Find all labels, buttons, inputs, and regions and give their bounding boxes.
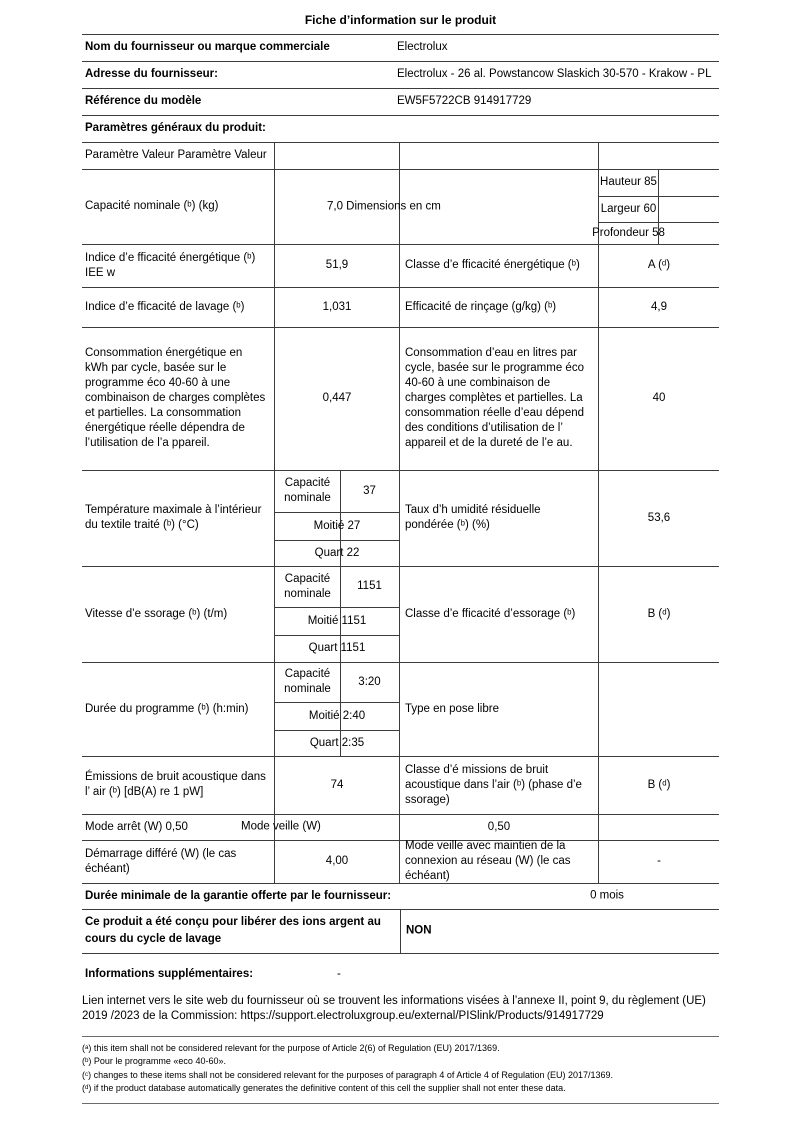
footnotes: [82, 1042, 719, 1096]
nominal-capacity-value: 3:20: [358, 675, 381, 688]
supplier-name-row: [82, 35, 719, 62]
supplier-name-label: Nom du fournisseur ou marque commerciale: [85, 41, 330, 54]
wash-index-value: 1,031: [274, 288, 399, 327]
subrow-half: [275, 703, 399, 731]
subrow-quarter: [275, 541, 399, 566]
eei-row: [82, 245, 719, 288]
half-load-value: Moitié 27: [313, 519, 361, 532]
footnote-c: (ᶜ) changes to these items shall not be considered relevant for the purposes of paragraph 4 of Article 4 of Regulation (EU) 2017/1369.: [82, 1069, 613, 1080]
dimension-height: Hauteur 85: [600, 176, 657, 189]
subrow-nominal: [275, 567, 399, 608]
supplier-address-label: Adresse du fournisseur:: [85, 68, 218, 81]
warranty-value: 0 mois: [590, 889, 624, 902]
footnote-a: (ᵃ) this item shall not be considered relevant for the purpose of Article 2(6) of Regulation (EU) 2017/1369.: [82, 1042, 500, 1053]
capacity-row: [82, 170, 719, 245]
standby-mode-label: Mode veille (W): [241, 820, 321, 833]
subrow-nominal: [275, 663, 399, 703]
additional-info-value: -: [337, 967, 341, 980]
noise-label: Émissions de bruit acoustique dans l’ air (ᵇ) [dB(A) re 1 pW]: [85, 771, 266, 799]
eei-value: 51,9: [274, 245, 399, 287]
water-consumption-value: 40: [598, 328, 719, 470]
supplier-address-row: [82, 62, 719, 89]
document-content: [82, 0, 719, 1104]
table-header-cell: Paramètre Valeur Paramètre Valeur: [85, 149, 267, 162]
spin-speed-label: Vitesse d’e ssorage (ᵇ) (t/m): [85, 607, 228, 620]
energy-consumption-value: 0,447: [274, 328, 399, 470]
noise-class-label: Classe d’é missions de bruit acoustique dans l’air (ᵇ) (phase d’e ssorage): [399, 757, 598, 814]
supplier-address-value: Electrolux - 26 al. Powstancow Slaskich 30-570 - Krakow - PL: [397, 68, 712, 81]
silver-ions-value: NON: [406, 924, 432, 937]
consumption-row: [82, 328, 719, 471]
half-load-value: Moitié 1151: [307, 614, 367, 627]
model-reference-row: [82, 89, 719, 116]
energy-class-label: Classe d’e fficacité énergétique (ᵇ): [399, 245, 598, 287]
subrow-quarter: [275, 731, 399, 756]
wash-index-label: Indice d’e fficacité de lavage (ᵇ): [85, 300, 245, 313]
residual-humidity-label: Taux d’h umidité résiduelle pondérée (ᵇ) (%): [399, 471, 598, 566]
dimension-width: Largeur 60: [600, 202, 657, 215]
nominal-capacity-label: Capacité nominale: [284, 477, 331, 505]
empty-cell: [598, 143, 719, 169]
nominal-capacity-label: Capacité nominale: [284, 572, 331, 600]
delay-start-label: Démarrage différé (W) (le cas échéant): [85, 847, 237, 875]
dimension-depth: Profondeur 58: [592, 226, 665, 239]
duration-label: Durée du programme (ᵇ) (h:min): [85, 702, 249, 715]
quarter-load-value: Quart 22: [314, 546, 360, 559]
empty-cell: [598, 663, 719, 756]
noise-row: [82, 757, 719, 815]
standby-value: 0,50: [399, 815, 598, 840]
delay-start-row: [82, 841, 719, 884]
empty-cell: [274, 143, 399, 169]
noise-value: 74: [274, 757, 399, 814]
capacity-dimensions-value: 7,0 Dimensions en cm: [327, 200, 441, 213]
general-parameters-heading: Paramètres généraux du produit:: [85, 122, 266, 135]
rinse-efficiency-value: 4,9: [598, 288, 719, 327]
divider-line: [82, 1103, 719, 1104]
page-title: Fiche d’information sur le produit: [82, 0, 719, 35]
table-header-row: [82, 143, 719, 170]
temperature-label: Température maximale à l’intérieur du textile traité (ᵇ) (°C): [85, 504, 262, 532]
installation-type-label: Type en pose libre: [399, 663, 598, 756]
footnote-d: (ᵈ) if the product database automatically generates the definitive content of this cell the supplier shall not enter these data.: [82, 1083, 566, 1094]
wash-index-row: [82, 288, 719, 328]
warranty-label: Durée minimale de la garantie offerte par le fournisseur:: [85, 889, 392, 902]
dimensions-cell: [592, 170, 719, 244]
dimension-row-depth: [592, 223, 719, 244]
supplier-link-paragraph: Lien internet vers le site web du fournisseur où se trouvent les informations visées à l’annexe II, point 9, du règlement (UE) 2019 /2023 de la Commission: https://support.electroluxgroup.eu/external/PISlink/Products/914917729: [82, 994, 706, 1022]
model-reference-value: EW5F5722CB 914917729: [397, 95, 532, 108]
delay-start-value: 4,00: [274, 841, 399, 883]
subrow-half: [275, 513, 399, 541]
silver-ions-label: Ce produit a été conçu pour libérer des ions argent au cours du cycle de lavage: [85, 916, 381, 946]
divider-line: [82, 1036, 719, 1037]
silver-ions-block: [82, 910, 719, 954]
spin-subtable: [274, 567, 399, 662]
networked-standby-label: Mode veille avec maintien de la connexion au réseau (W) (le cas échéant): [399, 841, 598, 883]
parameters-table: [82, 142, 719, 884]
empty-cell: [399, 143, 598, 169]
residual-humidity-value: 53,6: [598, 471, 719, 566]
standby-row: [82, 815, 719, 841]
duration-subtable: [274, 663, 399, 756]
dimension-row-width: [599, 197, 719, 223]
half-load-value: Moitié 2:40: [308, 709, 366, 722]
networked-standby-value: -: [598, 841, 719, 883]
supplier-name-value: Electrolux: [397, 41, 448, 54]
eei-label: Indice d’e fficacité énergétique (ᵇ) IEE w: [85, 251, 256, 279]
subrow-half: [275, 608, 399, 636]
divider-line: [400, 910, 401, 953]
noise-class-value: B (ᵈ): [598, 757, 719, 814]
footnote-b: (ᵇ) Pour le programme «eco 40-60».: [82, 1056, 226, 1067]
subrow-quarter: [275, 636, 399, 662]
nominal-capacity-value: 37: [363, 484, 376, 497]
energy-class-value: A (ᵈ): [598, 245, 719, 287]
dimension-row-height: [599, 170, 719, 197]
additional-info-label: Informations supplémentaires:: [85, 967, 254, 980]
spin-class-label: Classe d’e fficacité d’essorage (ᵇ): [399, 567, 598, 662]
duration-row: [82, 663, 719, 757]
subrow-nominal: [275, 471, 399, 513]
spin-speed-row: [82, 567, 719, 663]
capacity-label: Capacité nominale (ᵇ) (kg): [85, 200, 219, 213]
additional-info-row: [82, 967, 719, 983]
temperature-row: [82, 471, 719, 567]
temperature-subtable: [274, 471, 399, 566]
rinse-efficiency-label: Efficacité de rinçage (g/kg) (ᵇ): [399, 288, 598, 327]
quarter-load-value: Quart 2:35: [309, 736, 365, 749]
model-reference-label: Référence du modèle: [85, 95, 202, 108]
nominal-capacity-label: Capacité nominale: [284, 668, 331, 696]
off-mode-label: Mode arrêt (W) 0,50: [85, 820, 188, 833]
water-consumption-label: Consommation d’eau en litres par cycle, basée sur le programme éco 40-60 à une combinaison de charges complètes et partielles. La consommation réelle d’eau dépend des conditions d’utilisation de l’ appareil et de la dureté de l’e au.: [399, 328, 598, 470]
empty-cell: [598, 815, 719, 840]
quarter-load-value: Quart 1151: [308, 642, 366, 655]
nominal-capacity-value: 1151: [357, 580, 382, 593]
warranty-row: [82, 884, 719, 910]
spin-class-value: B (ᵈ): [598, 567, 719, 662]
energy-consumption-label: Consommation énergétique en kWh par cycle, basée sur le programme éco 40-60 à une combinaison de charges complètes et partielles. La consommation énergétique réelle dépendra de l’utilisation de l’a ppareil.: [85, 347, 266, 449]
